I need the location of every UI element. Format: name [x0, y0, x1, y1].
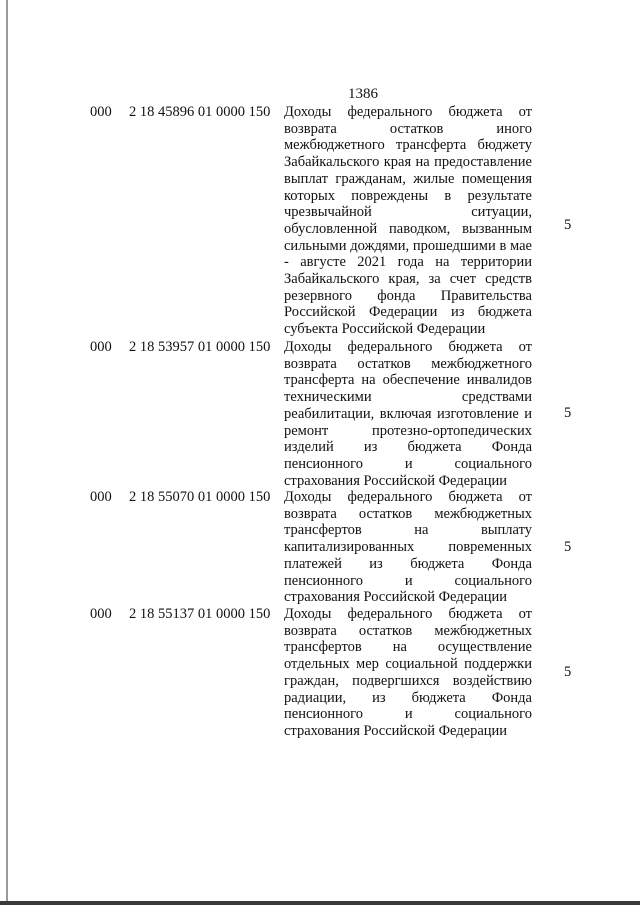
- revenue-description: Доходы федерального бюджета от возврата остатков межбюджетных трансфертов на осуществление отдельных мер социальной поддержки граждан, подвергшихся воздействию радиации, из бюджета Фонда пенсионного и социального страхования Российской Федерации: [284, 606, 532, 739]
- revenue-description: Доходы федерального бюджета от возврата остатков межбюджетных трансфертов на выплату капитализированных повременных платежей из бюджета Фонда пенсионного и социального страхования Российской Федерации: [284, 489, 532, 606]
- normative-percent: 5: [564, 539, 572, 555]
- admin-code: 000: [90, 606, 112, 622]
- revenue-description: Доходы федерального бюджета от возврата остатков иного межбюджетного трансферта бюджету Забайкальского края на предоставление выплат гражданам, жилые помещения которых повреждены в результате чрезвычайной ситуации, обусловленной паводком, вызванным сильными дождями, прошедшими в мае - августе 2021 года на территории Забайкальского края, за счет средств резервного фонда Правительства Российской Федерации из бюджета субъекта Российской Федерации: [284, 104, 532, 338]
- page-number: 1386: [348, 86, 378, 102]
- admin-code: 000: [90, 489, 112, 505]
- budget-classification-code: 2 18 55070 01 0000 150: [129, 489, 271, 505]
- budget-classification-code: 2 18 45896 01 0000 150: [129, 104, 271, 120]
- normative-percent: 5: [564, 405, 572, 421]
- scan-edge-bottom: [0, 901, 640, 905]
- normative-percent: 5: [564, 217, 572, 233]
- budget-classification-code: 2 18 55137 01 0000 150: [129, 606, 271, 622]
- admin-code: 000: [90, 339, 112, 355]
- normative-percent: 5: [564, 664, 572, 680]
- revenue-description: Доходы федерального бюджета от возврата остатков межбюджетного трансферта на обеспечение инвалидов техническими средствами реабилитации, включая изготовление и ремонт протезно-ортопедических изделий из бюджета Фонда пенсионного и социального страхования Российской Федерации: [284, 339, 532, 489]
- scan-edge-left: [6, 0, 8, 905]
- budget-classification-code: 2 18 53957 01 0000 150: [129, 339, 271, 355]
- admin-code: 000: [90, 104, 112, 120]
